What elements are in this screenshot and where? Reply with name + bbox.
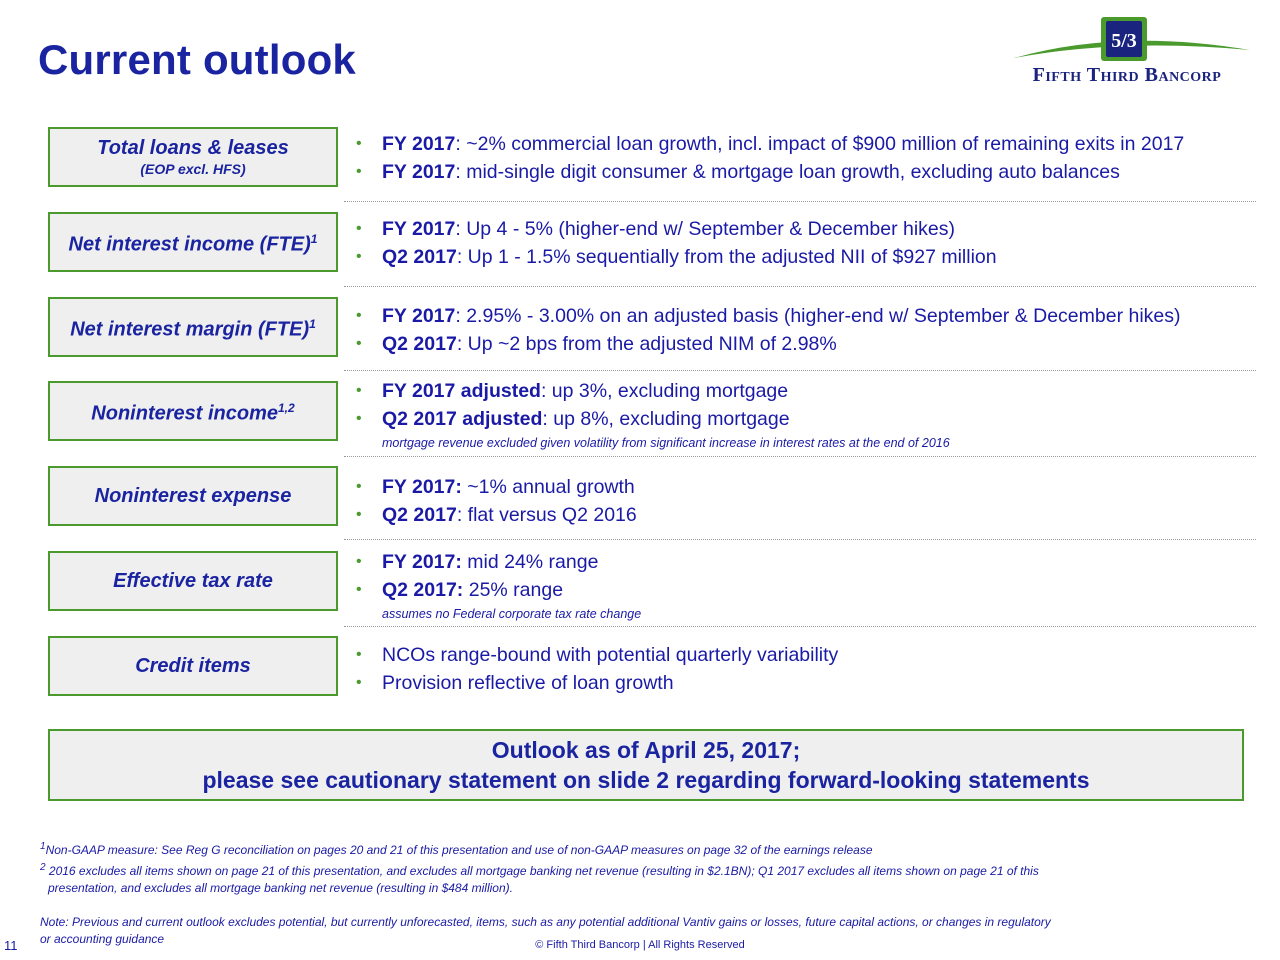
bullet-item: • FY 2017: ~2% commercial loan growth, incl. impact of $900 million of remaining exits in 2017	[352, 130, 1272, 158]
bullet-icon: •	[356, 581, 362, 598]
label-noninterest-income	[48, 381, 338, 441]
footnote-note: Note: Previous and current outlook excludes potential, but currently unforecasted, items, such as any potential additional Vantiv gains or losses, future capital actions, or changes in regulatory	[40, 915, 1051, 929]
row-note: assumes no Federal corporate tax rate change	[382, 607, 642, 621]
label-text: Net interest margin (FTE)$^1$	[70, 317, 316, 341]
label-noninterest-expense	[48, 466, 338, 526]
bullets-noninterest-expense	[352, 473, 1272, 529]
bullet-item: • FY 2017: Up 4 - 5% (higher-end w/ September & December hikes)	[352, 215, 1272, 243]
label-text: Effective tax rate	[113, 570, 273, 592]
label-effective-tax-rate	[48, 551, 338, 611]
bullet-icon: •	[356, 248, 362, 265]
bullets-noninterest-income	[352, 377, 1272, 453]
logo-mark: 5/3	[1111, 30, 1137, 52]
bullet-icon: •	[356, 307, 362, 324]
row-note: mortgage revenue excluded given volatility from significant increase in interest rates at the end of 2016	[382, 436, 950, 450]
footnote-ref: 1	[309, 317, 316, 332]
bullet-item: • Q2 2017: 25% range	[352, 576, 1272, 604]
bullets-total-loans	[352, 130, 1272, 186]
row-divider	[344, 626, 1256, 627]
copyright: © Fifth Third Bancorp | All Rights Reserved	[535, 939, 745, 951]
bullets-effective-tax-rate	[352, 548, 1272, 624]
label-net-interest-margin	[48, 297, 338, 357]
bullets-credit-items	[352, 641, 1272, 697]
label-subtext: (EOP excl. HFS)	[140, 161, 246, 177]
bullet-item: • Q2 2017: flat versus Q2 2016	[352, 501, 1272, 529]
label-text: Net interest income (FTE)$^1$	[68, 232, 318, 256]
row-divider	[344, 286, 1256, 287]
bullet-item: • FY 2017: mid 24% range	[352, 548, 1272, 576]
page-title: Current outlook	[38, 36, 356, 83]
row-divider	[344, 456, 1256, 457]
bullet-icon: •	[356, 506, 362, 523]
bullet-item: • Q2 2017: Up 1 - 1.5% sequentially from the adjusted NII of $927 million	[352, 243, 1272, 271]
footnote-note-cont: or accounting guidance	[40, 932, 165, 946]
bullets-net-interest-margin	[352, 302, 1272, 358]
label-net-interest-income	[48, 212, 338, 272]
label-text: Credit items	[135, 655, 251, 677]
row-divider	[344, 370, 1256, 371]
logo-wordmark: Fifth Third Bancorp	[1032, 64, 1222, 86]
bullet-icon: •	[356, 646, 362, 663]
outlook-line-2: please see cautionary statement on slide 2 regarding forward-looking statements	[202, 767, 1090, 793]
footnote-2: $^2$ 2016 excludes all items shown on page 21 of this presentation, and excludes all mortgage banking net revenue (resulting in $2.1BN); Q1 2017 excludes all items shown on page 21 of this	[40, 862, 1039, 878]
bullet-icon: •	[356, 335, 362, 352]
bullet-item: • FY 2017: ~1% annual growth	[352, 473, 1272, 501]
row-divider	[344, 539, 1256, 540]
row-divider	[344, 201, 1256, 202]
bullet-item: • Provision reflective of loan growth	[352, 669, 1272, 697]
bullet-icon: •	[356, 478, 362, 495]
bullet-icon: •	[356, 135, 362, 152]
footnote-1: $^1$Non-GAAP measure: See Reg G reconciliation on pages 20 and 21 of this presentation and use of non-GAAP measures on page 32 of the earnings release	[40, 841, 873, 857]
outlook-line-1: Outlook as of April 25, 2017;	[491, 737, 801, 763]
outlook-disclaimer-box	[48, 729, 1244, 801]
bullet-item: • NCOs range-bound with potential quarterly variability	[352, 641, 1272, 669]
bullet-item: • Q2 2017 adjusted: up 8%, excluding mortgage	[352, 405, 1272, 433]
footnote-2-cont: presentation, and excludes all mortgage banking net revenue (resulting in $484 million).	[48, 881, 513, 895]
label-text: Noninterest expense	[94, 485, 292, 507]
bullet-icon: •	[356, 553, 362, 570]
footnotes	[40, 838, 1260, 948]
label-text: Total loans & leases	[97, 137, 289, 159]
bullet-icon: •	[356, 410, 362, 427]
label-credit-items	[48, 636, 338, 696]
bullet-item: • FY 2017 adjusted: up 3%, excluding mortgage	[352, 377, 1272, 405]
bullets-net-interest-income	[352, 215, 1272, 271]
footnote-ref: 1	[310, 232, 318, 247]
bullet-item: • FY 2017: 2.95% - 3.00% on an adjusted basis (higher-end w/ September & December hikes)	[352, 302, 1272, 330]
bullet-icon: •	[356, 674, 362, 691]
bullet-icon: •	[356, 163, 362, 180]
bullet-icon: •	[356, 220, 362, 237]
label-total-loans	[48, 127, 338, 187]
label-text: Noninterest income$^{1,2}$	[91, 401, 295, 425]
footnote-ref: 1,2	[278, 401, 295, 416]
bullet-item: • FY 2017: mid-single digit consumer & mortgage loan growth, excluding auto balances	[352, 158, 1272, 186]
bullet-item: • Q2 2017: Up ~2 bps from the adjusted NIM of 2.98%	[352, 330, 1272, 358]
bullet-icon: •	[356, 382, 362, 399]
page-number: 11	[4, 938, 18, 953]
